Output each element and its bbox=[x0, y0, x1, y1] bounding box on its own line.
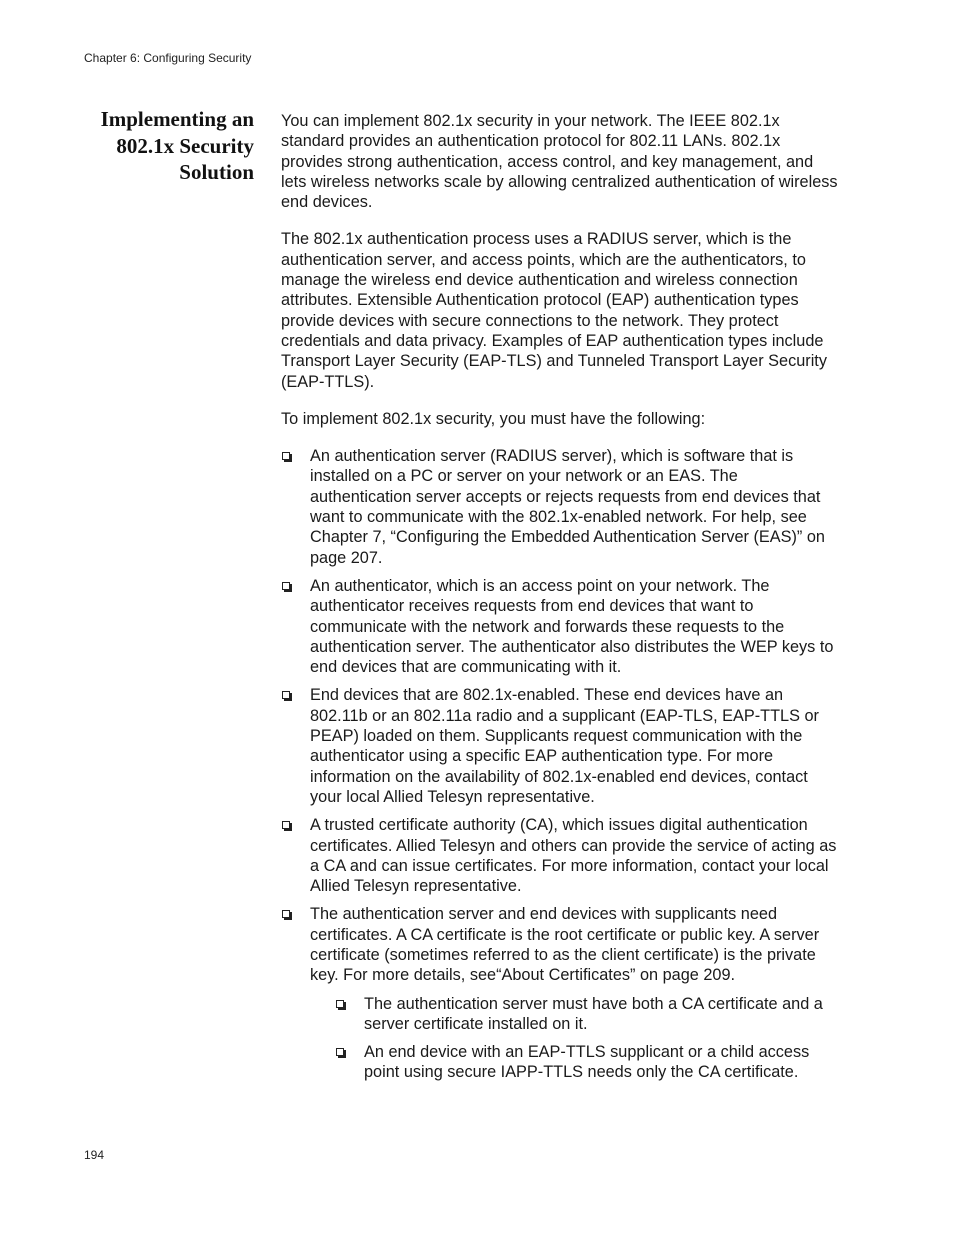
list-item-text: An authentication server (RADIUS server), which is software that is installed on a PC or server on your network or an EAS. The authentication server accepts or rejects requests from end devices that want to communicate with the 802.1x-enabled network. For help, see Chapter 7, “Configuring the Embedded Authentication Server (EAS)” on page 207. bbox=[310, 447, 825, 567]
list-item-text: A trusted certificate authority (CA), which issues digital authentication certificates. Allied Telesyn and others can provide the service of acting as a CA and can issue certificates. For more information, contact your local Allied Telesyn representative. bbox=[310, 816, 837, 896]
requirements-list bbox=[281, 446, 841, 1083]
section-title-line: Implementing an bbox=[100, 107, 254, 131]
checkbox-bullet-icon bbox=[282, 452, 290, 460]
list-item-text: The authentication server and end devices with supplicants need certificates. A CA certificate is the root certificate or public key. A server certificate (sometimes referred to as the client certificate) is the private key. For more details, see“About Certificates” on page 209. bbox=[310, 905, 820, 985]
sub-list-item bbox=[335, 1042, 841, 1083]
section-title bbox=[60, 106, 254, 186]
section-title-line: 802.1x Security bbox=[116, 133, 254, 158]
list-item-text: End devices that are 802.1x-enabled. These end devices have an 802.11b or an 802.11a radio and a supplicant (EAP-TLS, EAP-TTLS or PEAP) loaded on them. Supplicants request communication with the authenticator using a specific EAP authentication type. For more information on the availability of 802.1x-enabled end devices, contact your local Allied Telesyn representative. bbox=[310, 686, 819, 806]
checkbox-bullet-icon bbox=[282, 910, 290, 918]
checkbox-bullet-icon bbox=[336, 1048, 344, 1056]
running-header: Chapter 6: Configuring Security bbox=[84, 51, 252, 65]
checkbox-bullet-icon bbox=[282, 821, 290, 829]
sub-list-item bbox=[335, 994, 841, 1035]
list-item bbox=[281, 685, 841, 807]
list-item bbox=[281, 815, 841, 896]
certificate-sublist bbox=[310, 994, 841, 1083]
section-body bbox=[281, 111, 841, 1091]
list-item bbox=[281, 904, 841, 1082]
list-item bbox=[281, 576, 841, 677]
checkbox-bullet-icon bbox=[282, 691, 290, 699]
body-paragraph: To implement 802.1x security, you must have the following: bbox=[281, 409, 706, 428]
checkbox-bullet-icon bbox=[336, 1000, 344, 1008]
page-number: 194 bbox=[84, 1148, 105, 1162]
list-item-text: An authenticator, which is an access point on your network. The authenticator receives requests from end devices that want to communicate with the network and forwards these requests to the authentication server. The authenticator also distributes the WEP keys to end devices that are communicating with it. bbox=[310, 576, 834, 677]
section-title-line: Solution bbox=[179, 160, 254, 184]
sub-list-item-text: The authentication server must have both a CA certificate and a server certificate installed on it. bbox=[364, 994, 823, 1033]
body-paragraph: You can implement 802.1x security in your network. The IEEE 802.1x standard provides an authentication protocol for 802.11 LANs. 802.1x provides strong authentication, access control, and key management, and lets wireless networks scale by allowing centralized authentication of wireless end devices. bbox=[281, 112, 838, 212]
list-item bbox=[281, 446, 841, 568]
checkbox-bullet-icon bbox=[282, 582, 290, 590]
body-paragraph: The 802.1x authentication process uses a RADIUS server, which is the authentication server, and access points, which are the authenticators, to manage the wireless end device authentication and wireless connection attributes. Extensible Authentication protocol (EAP) authentication types provide devices with secure connections to the network. They protect credentials and data privacy. Examples of EAP authentication types include Transport Layer Security (EAP-TLS) and Tunneled Transport Layer Security (EAP-TTLS). bbox=[281, 230, 827, 391]
sub-list-item-text: An end device with an EAP-TTLS supplicant or a child access point using secure IAPP-TTLS needs only the CA certificate. bbox=[364, 1043, 810, 1082]
